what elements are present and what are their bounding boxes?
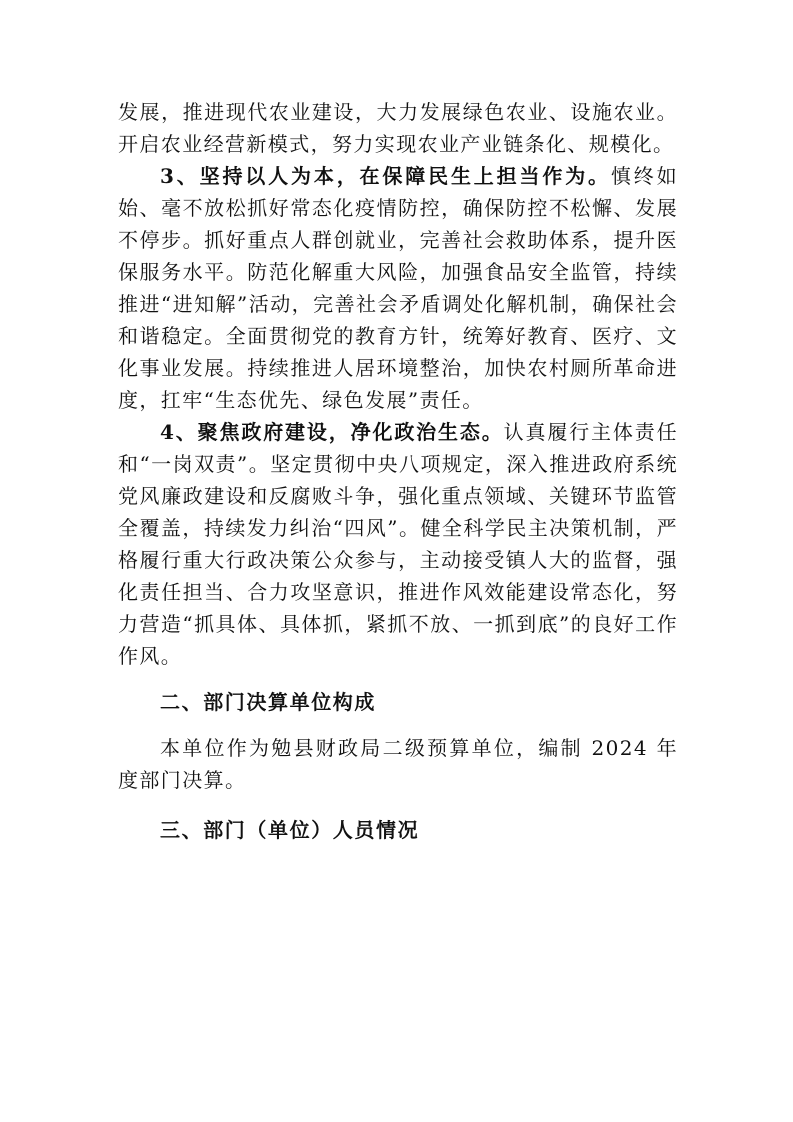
section-heading-personnel: 三、部门（单位）人员情况: [160, 818, 420, 842]
paragraph-livelihood-text: 慎终如始、毫不放松抓好常态化疫情防控，确保防控不松懈、发展不停步。抓好重点人群创就业，完善社会救助体系，提升医保服务水平。防范化解重大风险，加强食品安全监管，持续推进“进知解”活动，完善社会矛盾调处化解机制，确保社会和谐稳定。全面贯彻党的教育方针，统筹好教育、医疗、文化事业发展。持续推进人居环境整治，加快农村厕所革命进度，扛牢“生态优先、绿色发展”责任。: [118, 164, 679, 412]
paragraph-livelihood: [118, 160, 678, 416]
document-page: [118, 96, 678, 846]
paragraph-government-lead: 4、聚焦政府建设，净化政治生态。: [160, 420, 504, 444]
paragraph-government: [118, 416, 678, 672]
section-heading-unit-composition: 二、部门决算单位构成: [160, 690, 376, 714]
paragraph-government-text: 认真履行主体责任和“一岗双责”。坚定贯彻中央八项规定，深入推进政府系统党风廉政建设和反腐败斗争，强化重点领域、关键环节监管全覆盖，持续发力纠治“四风”。健全科学民主决策机制，严格履行重大行政决策公众参与，主动接受镇人大的监督，强化责任担当、合力攻坚意识，推进作风效能建设常态化，努力营造“抓具体、具体抓，紧抓不放、一抓到底”的良好工作作风。: [118, 420, 678, 668]
paragraph-livelihood-lead: 3、坚持以人为本，在保障民生上担当作为。: [160, 164, 611, 188]
paragraph-unit-composition: 本单位作为勉县财政局二级预算单位，编制 2024 年度部门决算。: [118, 736, 678, 792]
paragraph-agriculture-text: 发展，推进现代农业建设，大力发展绿色农业、设施农业。开启农业经营新模式，努力实现农业产业链条化、规模化。: [118, 100, 678, 156]
paragraph-agriculture: [118, 96, 678, 160]
